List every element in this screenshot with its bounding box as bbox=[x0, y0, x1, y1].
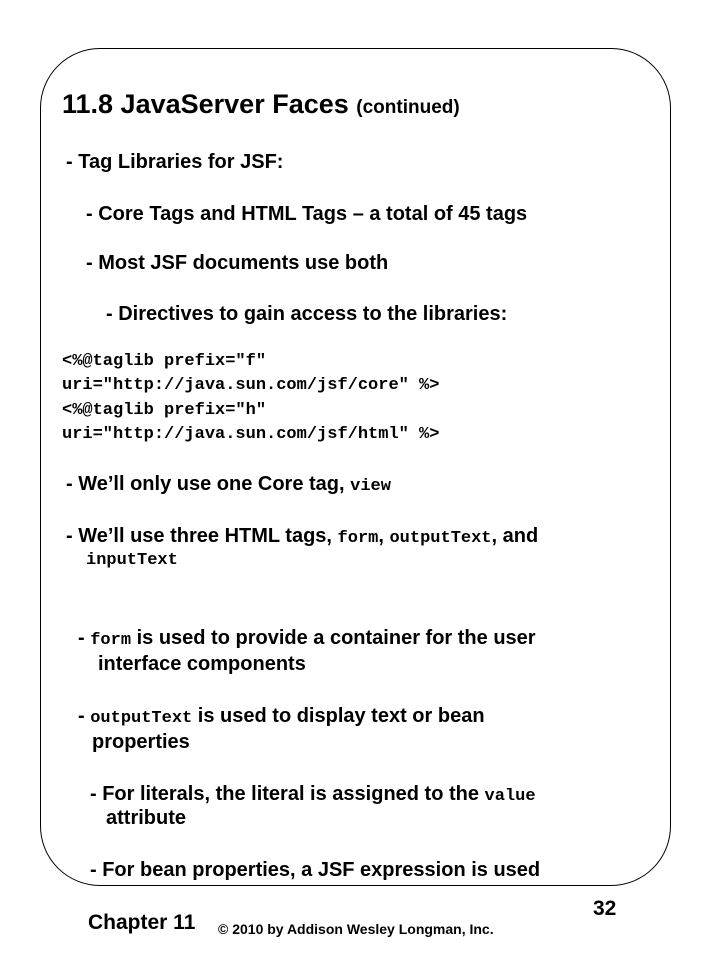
bullet-html-tags: - We’ll use three HTML tags, form, outputText, and bbox=[66, 525, 539, 548]
bullet-directives: - Directives to gain access to the libraries: bbox=[106, 303, 508, 325]
bullet-core-html-tags: - Core Tags and HTML Tags – a total of 45 tags bbox=[86, 203, 528, 225]
code-line-3: <%@taglib prefix="h" bbox=[62, 401, 267, 420]
footer-copyright: © 2010 by Addison Wesley Longman, Inc. bbox=[218, 921, 494, 937]
bullet-form-desc: - form is used to provide a container for the user bbox=[78, 627, 536, 650]
bullet-literals: - For literals, the literal is assigned to the value bbox=[90, 783, 536, 806]
slide-title: 11.8 JavaServer Faces (continued) bbox=[62, 89, 460, 119]
code-form-inline: form bbox=[90, 631, 132, 650]
code-form: form bbox=[337, 529, 379, 548]
code-outputtext: outputText bbox=[389, 529, 492, 548]
bullet-outputtext-desc-cont: properties bbox=[92, 731, 190, 753]
code-line-2: uri="http://java.sun.com/jsf/core" %> bbox=[62, 376, 440, 395]
page-number: 32 bbox=[593, 897, 617, 920]
code-line-4: uri="http://java.sun.com/jsf/html" %> bbox=[62, 425, 440, 444]
bullet-most-docs: - Most JSF documents use both bbox=[86, 252, 389, 274]
bullet-form-desc-cont: interface components bbox=[98, 653, 306, 675]
bullet-core-tag: - We’ll only use one Core tag, view bbox=[66, 473, 391, 496]
bullet-tag-libraries: - Tag Libraries for JSF: bbox=[66, 151, 284, 173]
bullet-literals-cont: attribute bbox=[106, 807, 186, 829]
code-view: view bbox=[350, 477, 391, 496]
code-value: value bbox=[484, 787, 536, 806]
bullet-outputtext-desc: - outputText is used to display text or bean bbox=[78, 705, 485, 728]
footer-chapter: Chapter 11 bbox=[88, 911, 196, 934]
code-outputtext-inline: outputText bbox=[90, 709, 193, 728]
code-inputtext: inputText bbox=[86, 551, 178, 570]
bullet-bean-properties: - For bean properties, a JSF expression is used bbox=[90, 859, 541, 881]
code-line-1: <%@taglib prefix="f" bbox=[62, 352, 267, 371]
title-suffix: (continued) bbox=[356, 97, 460, 118]
